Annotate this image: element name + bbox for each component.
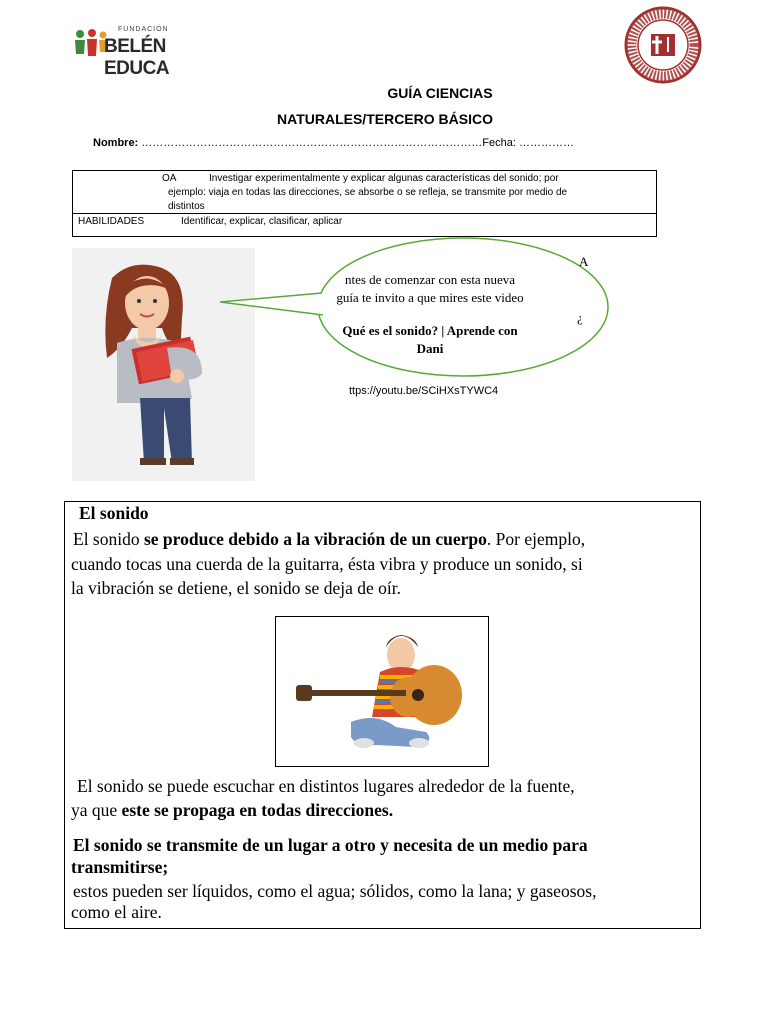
logo-main-text: BELÉN EDUCA xyxy=(104,36,170,79)
paragraph1-line3: la vibración se detiene, el sonido se deja de oír. xyxy=(71,578,401,598)
p2-text-a: ya que xyxy=(71,800,122,820)
video-title-line1: Qué es el sonido? | Aprende con xyxy=(342,323,518,338)
fecha-field[interactable]: …………… xyxy=(519,137,574,149)
girl-guitar-image xyxy=(275,616,489,767)
video-link[interactable]: ttps://youtu.be/SCiHXsTYWC4 xyxy=(349,385,499,397)
guide-title-line2: NATURALES/TERCERO BÁSICO xyxy=(277,111,493,127)
habilidades-label: HABILIDADES xyxy=(78,216,145,227)
guide-title-line1: GUÍA CIENCIAS xyxy=(387,85,493,101)
belen-educa-logo xyxy=(72,24,202,79)
name-date-line xyxy=(93,137,574,149)
nombre-field[interactable]: ………………………………………………………………………………… xyxy=(141,137,483,149)
p2-bold-text: este se propaga en todas direcciones. xyxy=(121,800,394,820)
paragraph3-line4: como el aire. xyxy=(71,902,162,922)
paragraph1-line2: cuando tocas una cuerda de la guitarra, ésta vibra y produce un sonido, si xyxy=(71,554,583,574)
habilidades-text: Identificar, explicar, clasificar, aplicar xyxy=(181,216,343,227)
oa-text-line2: ejemplo: viaja en todas las direcciones, se absorbe o se refleja, se transmite por medio de xyxy=(168,187,568,198)
oa-text-line1: Investigar experimentalmente y explicar algunas características del sonido; por xyxy=(209,173,559,184)
speech-bubble xyxy=(210,235,610,380)
paragraph3-line3: estos pueden ser líquidos, como el agua; sólidos, como la lana; y gaseosos, xyxy=(73,881,597,901)
section-title: El sonido xyxy=(79,503,149,523)
oa-label: OA xyxy=(162,173,177,184)
bubble-letter-a: A xyxy=(579,254,589,269)
paragraph3-line2: transmitirse; xyxy=(71,857,169,877)
school-seal xyxy=(624,6,702,84)
p1-text-a: El sonido xyxy=(73,529,144,549)
logo-small-text: FUNDACIÓN xyxy=(118,26,169,33)
video-title-line2: Dani xyxy=(416,341,444,356)
p1-text-c: . Por ejemplo, xyxy=(486,529,586,549)
bubble-text-line1: ntes de comenzar con esta nueva xyxy=(344,272,515,287)
oa-text-line3: distintos xyxy=(168,201,205,212)
bubble-text-line2: guía te invito a que mires este video xyxy=(336,290,524,305)
fecha-label: Fecha: xyxy=(482,137,516,149)
p1-bold-text: se produce debido a la vibración de un cuerpo xyxy=(143,529,487,549)
paragraph3-line1: El sonido se transmite de un lugar a otro y necesita de un medio para xyxy=(73,835,588,855)
oa-table xyxy=(72,170,657,237)
paragraph1-line1 xyxy=(73,528,585,550)
paragraph2-line1: El sonido se puede escuchar en distintos lugares alrededor de la fuente, xyxy=(77,776,575,796)
oa-row xyxy=(73,171,656,214)
bubble-question-mark: ¿ xyxy=(577,310,583,325)
nombre-label: Nombre: xyxy=(93,137,139,149)
paragraph2-line2 xyxy=(71,799,393,821)
habilidades-row xyxy=(73,214,656,236)
